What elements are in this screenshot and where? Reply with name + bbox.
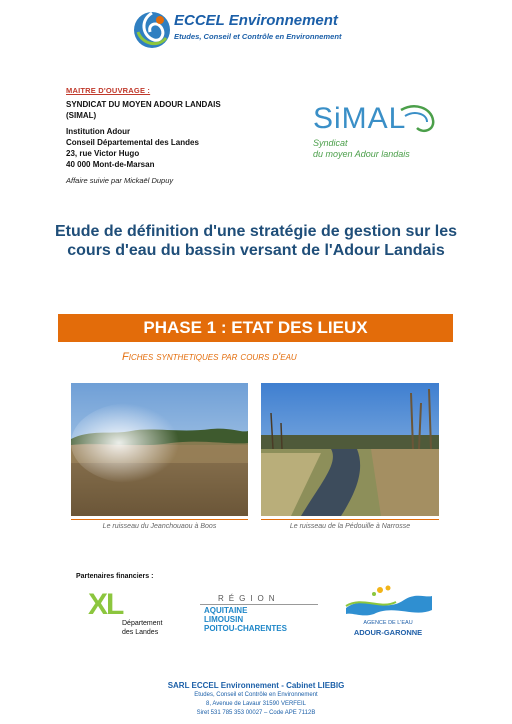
photo-jeanchouaou [71,383,248,516]
maitre-ouvrage-heading: MAITRE D'OUVRAGE : [66,86,151,95]
eccel-logo [132,10,382,54]
footer-company: SARL ECCEL Environnement - Cabinet LIEBIG [167,681,345,690]
mo-line: Institution Adour [66,127,131,136]
landscape-photo-icon [71,383,248,516]
agence-eau-logo [340,584,440,640]
agence-line: AGENCE DE L'EAU [363,620,413,626]
region-word: RÉGION [218,594,280,603]
stream-photo-icon [261,383,439,516]
agence-line: ADOUR-GARONNE [353,628,423,637]
phase-label: PHASE 1 : ETAT DES LIEUX [143,318,368,337]
region-divider [200,604,318,605]
simal-logo [305,100,440,164]
footer-line: Etudes, Conseil et Contrôle en Environnement [194,692,318,698]
photo-caption: Le ruisseau de la Pédouille à Narrosse [261,519,439,530]
xl-dept-label: des Landes [122,629,159,636]
partners-label: Partenaires financiers : [76,573,154,580]
region-logo [200,594,320,634]
phase-subtitle: Fiches synthetiques par cours d'eau [122,351,297,363]
footer-line: 8, Avenue de Lavaur 31590 VERFEIL [206,701,306,707]
region-line: AQUITAINE [204,606,248,615]
eccel-swirl-icon [132,10,172,50]
xl-dept-label: Département [122,620,163,627]
simal-name: SiMAL [313,102,407,135]
mo-line: 40 000 Mont-de-Marsan [66,160,155,169]
phase-banner [58,314,453,342]
document-title: Etude de définition d'une stratégie de gestion sur les cours d'eau du bassin versant de l'Adour Landais [54,223,458,259]
mo-line: (SIMAL) [66,111,97,120]
mo-line: 23, rue Victor Hugo [66,149,140,158]
company-name: ECCEL Environnement [174,12,338,29]
photo-pedouille [261,383,439,516]
photo-caption: Le ruisseau du Jeanchouaou à Boos [71,519,248,530]
simal-subtitle: Syndicat [313,138,348,148]
footer-line: Siret 531 785 353 00027 – Code APE 7112B [196,710,316,716]
region-line: POITOU-CHARENTES [204,624,287,633]
simal-subtitle: du moyen Adour landais [313,149,410,159]
mo-followup: Affaire suivie par Mickaël Dupuy [66,176,174,185]
mo-line: Conseil Départemental des Landes [66,138,199,147]
xl-logo-mark: XL [88,588,123,621]
mo-line: SYNDICAT DU MOYEN ADOUR LANDAIS [66,100,221,109]
landes-department-logo [88,588,164,640]
region-line: LIMOUSIN [204,615,244,624]
company-tagline: Etudes, Conseil et Contrôle en Environnement [174,32,342,41]
agence-wave-icon [344,584,434,618]
